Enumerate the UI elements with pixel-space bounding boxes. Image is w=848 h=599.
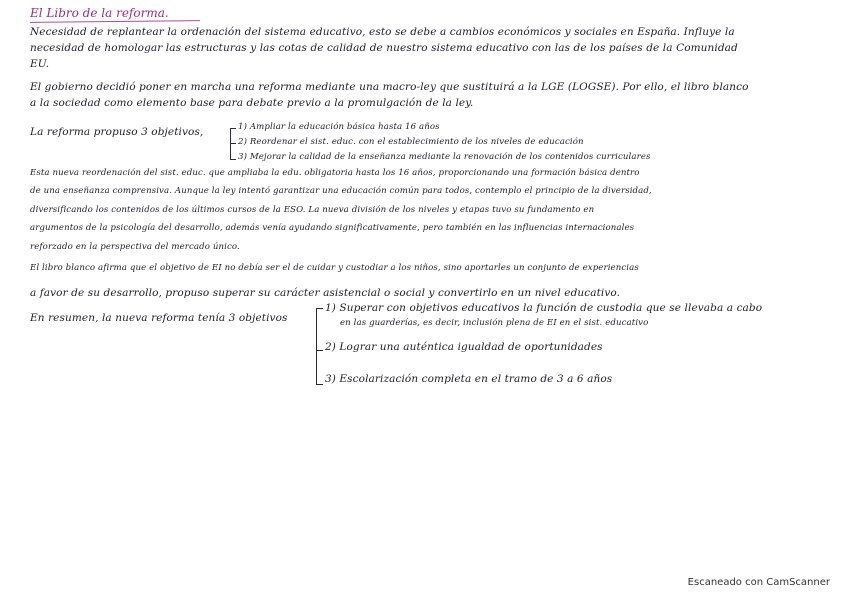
brace-tick [316,384,323,385]
paragraph-2-line-2: a la sociedad como elemento base para debate previo a la promulgación de la ley. [30,97,474,109]
objectives-2-item-1-line-1: 1) Superar con objetivos educativos la función de custodia que se llevaba a cabo [325,302,763,314]
paragraph-1-line-3: EU. [30,58,50,70]
objectives-1-item-3: 3) Mejorar la calidad de la enseñanza mediante la renovación de los contenidos curriculares [238,152,651,162]
brace-tick [230,159,236,160]
brace-tick [316,308,323,309]
objectives-2-item-2: 2) Lograr una auténtica igualdad de oportunidades [325,341,603,353]
paragraph-3-line-1: Esta nueva reordenación del sist. educ. que ampliaba la edu. obligatoria hasta los 16 años, proporcionando una formación básica dentro [30,168,640,178]
paragraph-2-line-1: El gobierno decidió poner en marcha una reforma mediante una macro-ley que sustituirá a la LGE (LOGSE). Por ello, el libro blanco [30,81,749,93]
brace-tick [230,128,236,129]
camscanner-watermark: Escaneado con CamScanner [687,577,830,588]
notes-title: El Libro de la reforma. [30,6,169,20]
objectives-1-item-1: 1) Ampliar la educación básica hasta 16 años [238,122,440,132]
objectives-2-item-3: 3) Escolarización completa en el tramo de 3 a 6 años [325,373,613,385]
objectives-1-item-2: 2) Reordenar el sist. educ. con el establecimiento de los niveles de educación [238,137,584,147]
objectives-2-item-1-line-2: en las guarderías, es decir, inclusión plena de EI en el sist. educativo [340,318,649,328]
paragraph-3-line-5: reforzado en la perspectiva del mercado único. [30,242,240,252]
brace-tick [316,350,323,351]
objectives-1-brace [230,128,231,160]
paragraph-4-line-2: a favor de su desarrollo, propuso superar su carácter asistencial o social y convertirlo en un nivel educativo. [30,287,621,299]
paragraph-3-line-2: de una enseñanza comprensiva. Aunque la ley intentó garantizar una educación común para todos, contemplo el principio de la diversidad, [30,186,652,196]
paragraph-1-line-1: Necesidad de replantear la ordenación del sistema educativo, esto se debe a cambios económicos y sociales en España. Influye la [30,26,735,38]
paragraph-3-line-4: argumentos de la psicología del desarrollo, además venía ayudando significativamente, pero también en las influencias internacionales [30,223,635,233]
title-underline [30,20,200,23]
brace-tick [230,143,236,144]
objectives-2-lead: En resumen, la nueva reforma tenía 3 objetivos [30,312,288,324]
paragraph-1-line-2: necesidad de homologar las estructuras y las cotas de calidad de nuestro sistema educativo con las de los países de la Comunidad [30,42,738,54]
objectives-2-brace [316,308,317,384]
paragraph-4-line-1: El libro blanco afirma que el objetivo de EI no debía ser el de cuidar y custodiar a los niños, sino aportarles un conjunto de experiencias [30,263,639,273]
paragraph-3-line-3: diversificando los contenidos de los últimos cursos de la ESO. La nueva división de los niveles y etapas tuvo su fundamento en [30,205,595,215]
objectives-1-lead: La reforma propuso 3 objetivos, [30,126,204,138]
